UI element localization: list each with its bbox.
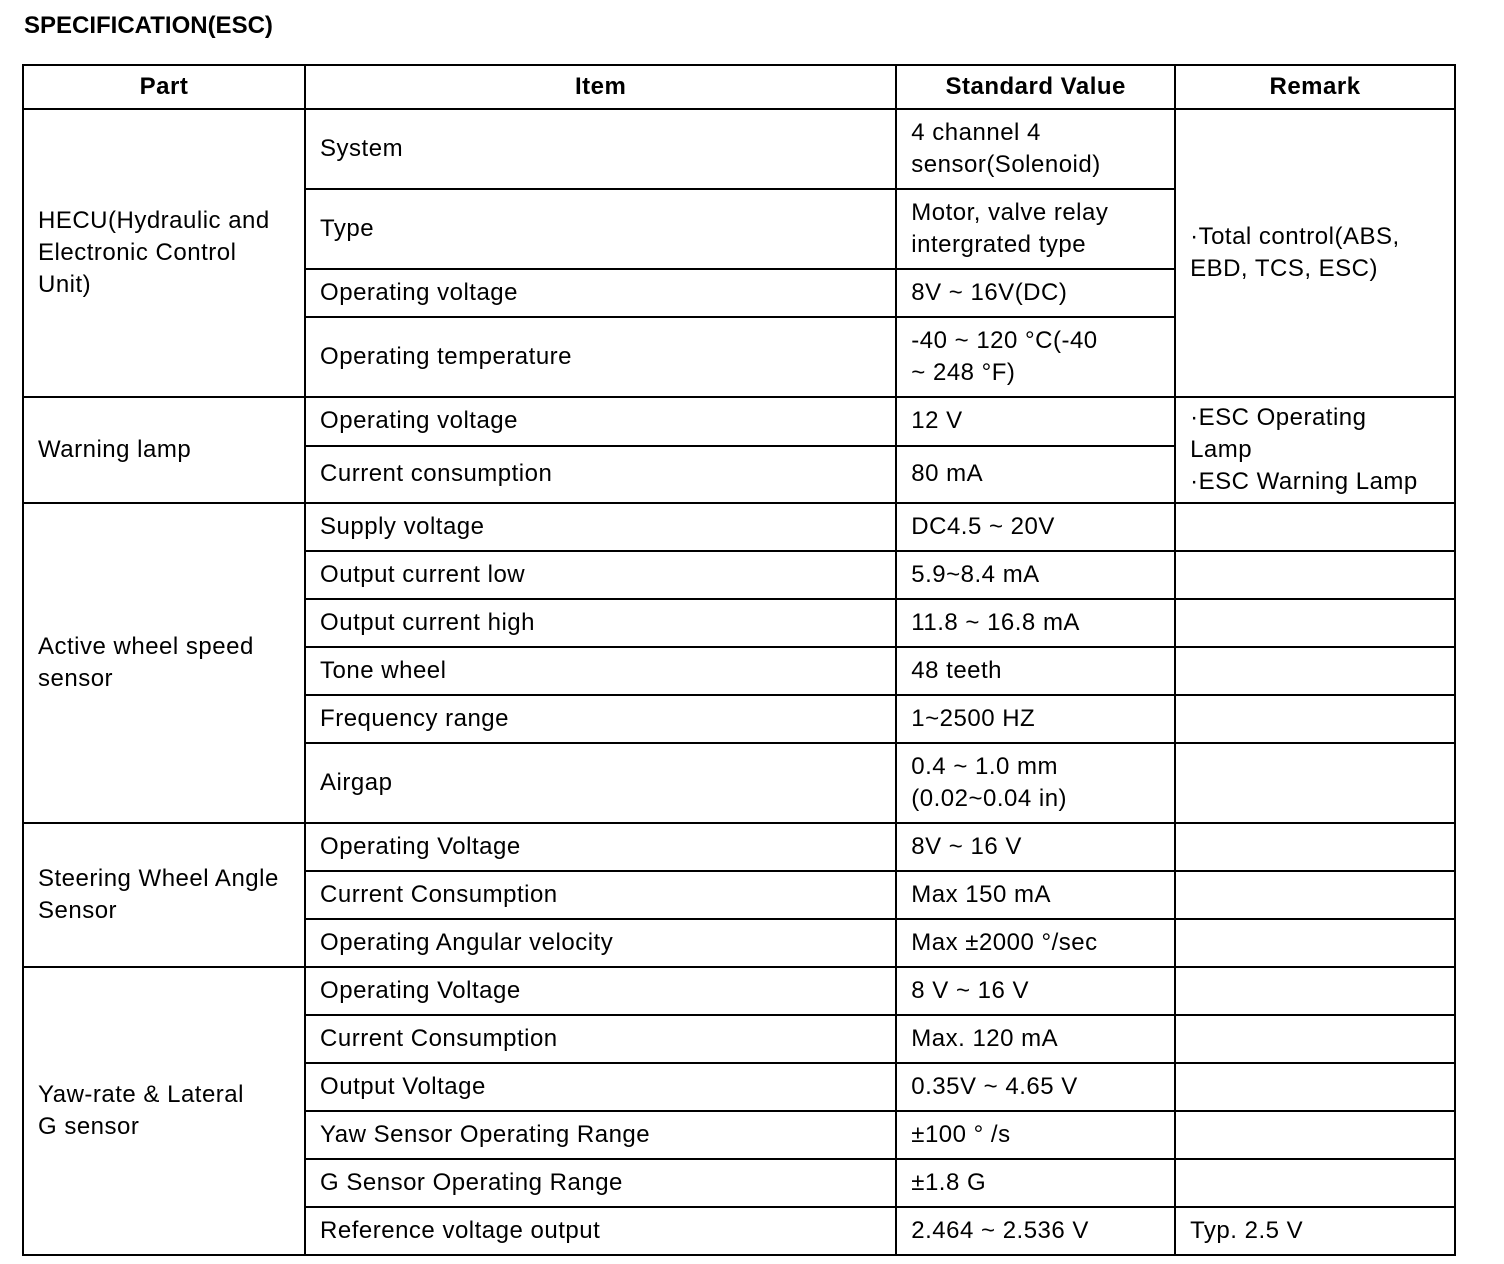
page-title: SPECIFICATION(ESC) <box>24 12 273 39</box>
item-cell: Operating temperature <box>305 317 896 397</box>
remark-warning-lamp <box>1175 397 1455 503</box>
remark-cell <box>1175 919 1455 967</box>
remark-cell <box>1175 823 1455 871</box>
value-cell: 1~2500 HZ <box>896 695 1175 743</box>
item-cell: Output Voltage <box>305 1063 896 1111</box>
part-line: Active wheel speed <box>38 633 254 660</box>
table-row <box>23 823 1455 871</box>
value-cell: 2.464 ~ 2.536 V <box>896 1207 1175 1255</box>
value-cell: 5.9~8.4 mA <box>896 551 1175 599</box>
remark-cell <box>1175 1063 1455 1111</box>
part-line: Steering Wheel Angle <box>38 865 279 892</box>
value-line: ~ 248 °F) <box>911 359 1016 386</box>
item-cell: Current Consumption <box>305 871 896 919</box>
specification-table <box>22 64 1456 1256</box>
part-line: Sensor <box>38 897 118 924</box>
value-cell: 11.8 ~ 16.8 mA <box>896 599 1175 647</box>
part-line: Unit) <box>38 271 92 298</box>
item-cell: Frequency range <box>305 695 896 743</box>
item-cell: Reference voltage output <box>305 1207 896 1255</box>
part-line: G sensor <box>38 1113 140 1140</box>
value-cell <box>896 189 1175 269</box>
item-cell: Tone wheel <box>305 647 896 695</box>
item-cell: Yaw Sensor Operating Range <box>305 1111 896 1159</box>
remark-line: ·Total control(ABS, <box>1190 223 1400 250</box>
item-cell: Current Consumption <box>305 1015 896 1063</box>
item-cell: System <box>305 109 896 189</box>
value-cell: 80 mA <box>896 446 1175 503</box>
value-cell: 8V ~ 16V(DC) <box>896 269 1175 317</box>
item-cell: Current consumption <box>305 446 896 503</box>
value-cell: 48 teeth <box>896 647 1175 695</box>
header-row <box>23 65 1455 109</box>
remark-cell <box>1175 695 1455 743</box>
item-cell: Type <box>305 189 896 269</box>
value-cell: 0.35V ~ 4.65 V <box>896 1063 1175 1111</box>
remark-cell <box>1175 743 1455 823</box>
table-row <box>23 503 1455 551</box>
part-line: sensor <box>38 665 114 692</box>
value-cell: Max ±2000 °/sec <box>896 919 1175 967</box>
value-cell: 8 V ~ 16 V <box>896 967 1175 1015</box>
value-line: Motor, valve relay <box>911 199 1109 226</box>
value-line: sensor(Solenoid) <box>911 151 1101 178</box>
value-cell: Max 150 mA <box>896 871 1175 919</box>
table-row <box>23 109 1455 189</box>
value-cell: ±100 ° /s <box>896 1111 1175 1159</box>
remark-line: EBD, TCS, ESC) <box>1190 255 1379 282</box>
remark-cell <box>1175 967 1455 1015</box>
value-line: 0.4 ~ 1.0 mm <box>911 753 1059 780</box>
part-steering-wheel-angle-sensor <box>23 823 305 967</box>
part-yaw-rate-lateral-g-sensor <box>23 967 305 1255</box>
table-row <box>23 967 1455 1015</box>
remark-line: Lamp <box>1190 436 1253 463</box>
item-cell: Operating Voltage <box>305 823 896 871</box>
header-item: Item <box>305 65 896 109</box>
value-line: -40 ~ 120 °C(-40 <box>911 327 1098 354</box>
remark-cell <box>1175 1159 1455 1207</box>
header-part: Part <box>23 65 305 109</box>
value-cell: DC4.5 ~ 20V <box>896 503 1175 551</box>
value-line: 4 channel 4 <box>911 119 1041 146</box>
remark-line: ·ESC Warning Lamp <box>1190 468 1418 495</box>
remark-cell <box>1175 551 1455 599</box>
value-cell <box>896 109 1175 189</box>
remark-cell <box>1175 1111 1455 1159</box>
part-active-wheel-speed-sensor <box>23 503 305 823</box>
remark-cell <box>1175 647 1455 695</box>
header-standard-value: Standard Value <box>896 65 1175 109</box>
remark-cell <box>1175 503 1455 551</box>
item-cell: Operating Voltage <box>305 967 896 1015</box>
value-cell <box>896 743 1175 823</box>
remark-cell <box>1175 599 1455 647</box>
header-remark: Remark <box>1175 65 1455 109</box>
remark-cell <box>1175 1015 1455 1063</box>
value-cell <box>896 317 1175 397</box>
part-line: HECU(Hydraulic and <box>38 207 270 234</box>
remark-line: ·ESC Operating <box>1190 404 1367 431</box>
value-cell: 8V ~ 16 V <box>896 823 1175 871</box>
part-line: Electronic Control <box>38 239 237 266</box>
item-cell: Output current low <box>305 551 896 599</box>
value-cell: 12 V <box>896 397 1175 446</box>
remark-cell <box>1175 871 1455 919</box>
item-cell: Airgap <box>305 743 896 823</box>
value-cell: Max. 120 mA <box>896 1015 1175 1063</box>
remark-cell: Typ. 2.5 V <box>1175 1207 1455 1255</box>
item-cell: Output current high <box>305 599 896 647</box>
item-cell: Operating voltage <box>305 397 896 446</box>
remark-hecu <box>1175 109 1455 397</box>
value-cell: ±1.8 G <box>896 1159 1175 1207</box>
item-cell: G Sensor Operating Range <box>305 1159 896 1207</box>
part-hecu <box>23 109 305 397</box>
part-line: Yaw-rate & Lateral <box>38 1081 244 1108</box>
value-line: (0.02~0.04 in) <box>911 785 1068 812</box>
item-cell: Operating voltage <box>305 269 896 317</box>
table-row <box>23 397 1455 446</box>
item-cell: Operating Angular velocity <box>305 919 896 967</box>
item-cell: Supply voltage <box>305 503 896 551</box>
value-line: intergrated type <box>911 231 1087 258</box>
part-warning-lamp: Warning lamp <box>23 397 305 503</box>
